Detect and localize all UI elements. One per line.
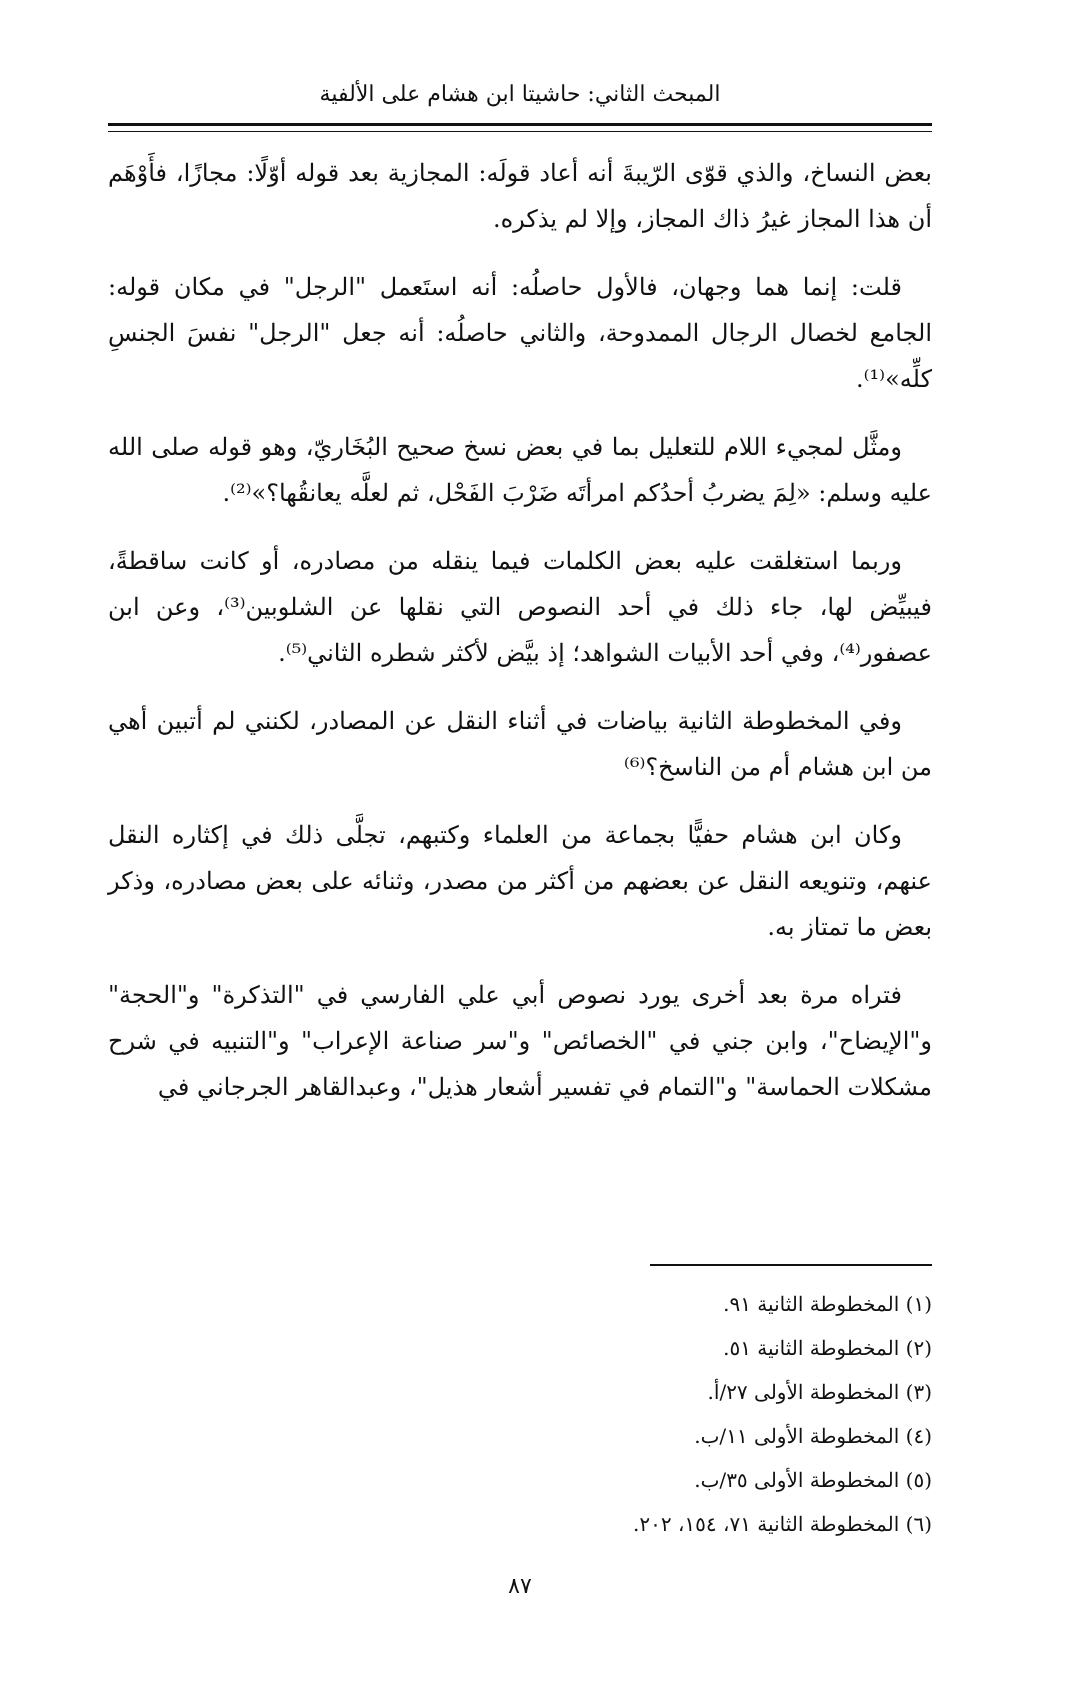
running-header: المبحث الثاني: حاشيتا ابن هشام على الألفية [319, 82, 721, 107]
header-rule-thick [108, 123, 932, 126]
header-rule-thin [108, 131, 932, 132]
paragraph: قلت: إنما هما وجهان، فالأول حاصلُه: أنه استَعمل "الرجل" في مكان قوله: الجامع لخصال الرجال الممدوحة، والثاني حاصلُه: أنه جعل "الرجل" نفسَ الجنسِ كلِّه»⁽¹⁾. [108, 273, 933, 393]
paragraph: ومثَّل لمجيء اللام للتعليل بما في بعض نسخ صحيح البُخَاريّ، وهو قوله صلى الله عليه وسلم: «لِمَ يضربُ أحدُكم امرأتَه ضَرْبَ الفَحْل، ثم لعلَّه يعانقُها؟»⁽²⁾. [108, 433, 932, 507]
footnote: (٣) المخطوطة الأولى ٢٧/أ. [707, 1380, 932, 1404]
paragraph: فتراه مرة بعد أخرى يورد نصوص أبي علي الفارسي في "التذكرة" و"الحجة" و"الإيضاح"، وابن جني في "الخصائص" و"سر صناعة الإعراب" و"التنبيه في شرح مشكلات الحماسة" و"التمام في تفسير أشعار هذيل"، وعبدالقاهر الجرجاني في [108, 981, 932, 1101]
footnotes-list [108, 1282, 932, 1546]
paragraph: بعض النساخ، والذي قوّى الرّيبةَ أنه أعاد قولَه: المجازية بعد قوله أوّلًا: مجازًا، فأَوْهَم أن هذا المجاز غيرُ ذاك المجاز، وإلا لم يذكره. [108, 159, 932, 233]
paragraph: وكان ابن هشام حفيًّا بجماعة من العلماء وكتبهم، تجلَّى ذلك في إكثاره النقل عنهم، وتنويعه النقل عن بعضهم من أكثر من مصدر، وثنائه على بعض مصادره، وذكر بعض ما تمتاز به. [108, 821, 932, 941]
footnote: (٢) المخطوطة الثانية ٥١. [723, 1336, 932, 1360]
footnote: (١) المخطوطة الثانية ٩١. [723, 1292, 932, 1316]
footnote: (٦) المخطوطة الثانية ٧١، ١٥٤، ٢٠٢. [633, 1512, 932, 1536]
paragraph: وربما استغلقت عليه بعض الكلمات فيما ينقله من مصادره، أو كانت ساقطةً، فيبيِّض لها، جاء ذلك في أحد النصوص التي نقلها عن الشلوبين⁽³⁾، وعن ابن عصفور⁽⁴⁾، وفي أحد الأبيات الشواهد؛ إذ بيَّض لأكثر شطره الثاني⁽⁵⁾. [108, 547, 932, 667]
footnote-separator [650, 1264, 932, 1266]
main-text [108, 150, 932, 1132]
footnote: (٤) المخطوطة الأولى ١١/ب. [694, 1424, 932, 1448]
page-number: ٨٧ [508, 1574, 532, 1599]
paragraph: وفي المخطوطة الثانية بياضات في أثناء النقل عن المصادر، لكنني لم أتبين أهي من ابن هشام أم من الناسخ؟⁽⁶⁾ [108, 707, 932, 781]
footnote: (٥) المخطوطة الأولى ٣٥/ب. [694, 1468, 932, 1492]
